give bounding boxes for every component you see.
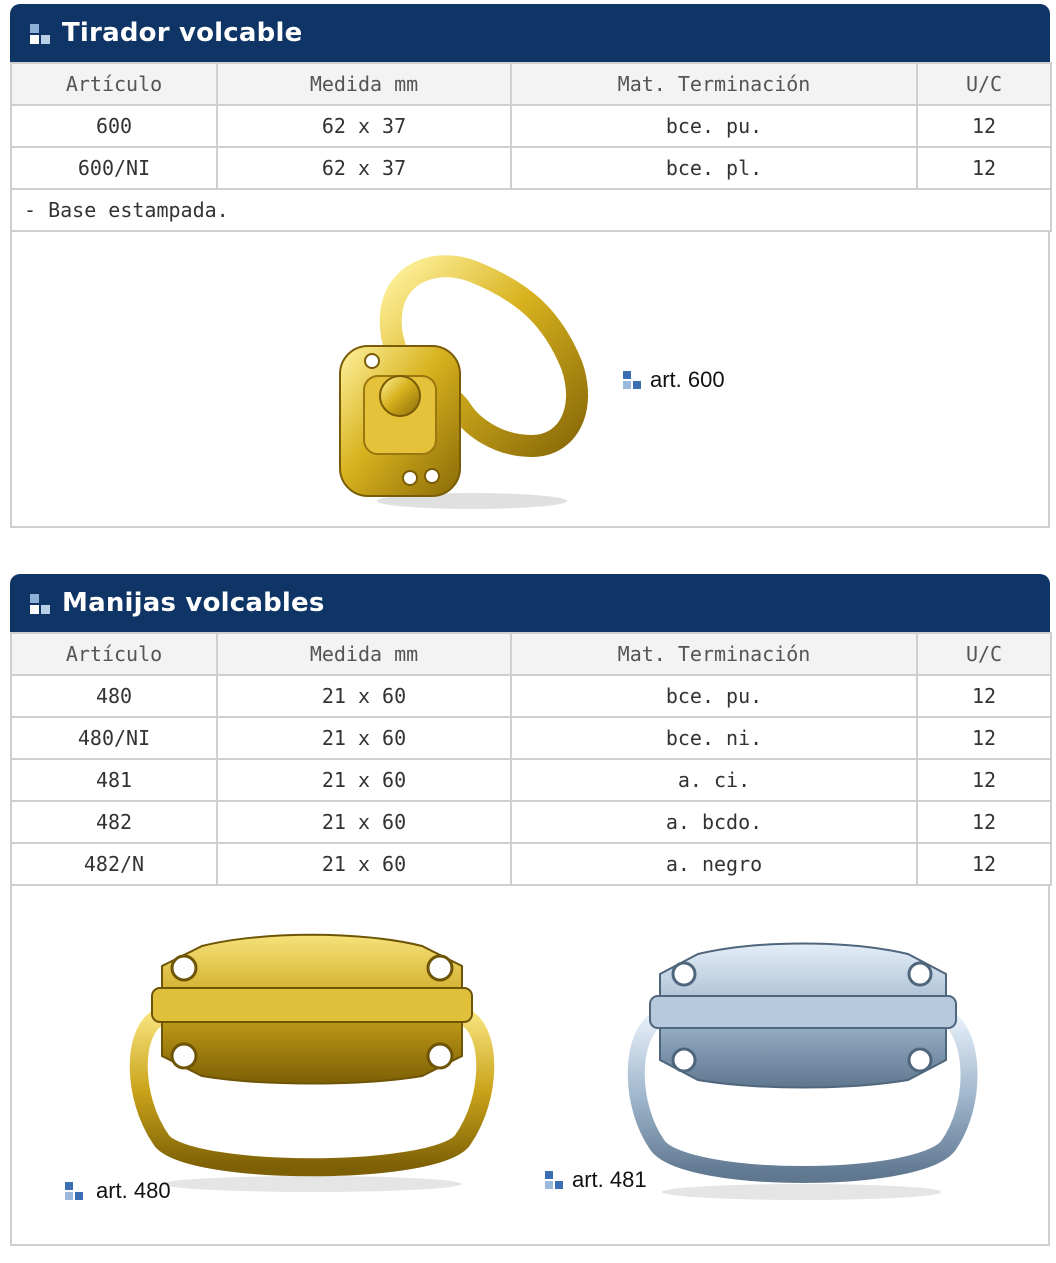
cell-uc: 12 — [917, 717, 1051, 759]
table-row — [11, 105, 1051, 147]
section-header — [10, 574, 1050, 632]
image-caption — [64, 1178, 171, 1204]
note-row — [11, 189, 1051, 231]
column-header: Artículo — [11, 63, 217, 105]
cell-articulo: 600 — [11, 105, 217, 147]
section-manijas-volcables — [10, 574, 1050, 1246]
cell-uc: 12 — [917, 801, 1051, 843]
cell-terminacion: bce. pu. — [511, 675, 917, 717]
cell-terminacion: a. negro — [511, 843, 917, 885]
cell-medida: 62 x 37 — [217, 105, 511, 147]
cell-articulo: 480/NI — [11, 717, 217, 759]
table-row — [11, 759, 1051, 801]
cell-terminacion: a. ci. — [511, 759, 917, 801]
column-header: U/C — [917, 63, 1051, 105]
table-row — [11, 675, 1051, 717]
product-image-area — [10, 232, 1050, 528]
product-photo-480 — [122, 926, 502, 1196]
section-header — [10, 4, 1050, 62]
cell-uc: 12 — [917, 147, 1051, 189]
cell-terminacion: bce. ni. — [511, 717, 917, 759]
column-header: Medida mm — [217, 63, 511, 105]
cell-articulo: 481 — [11, 759, 217, 801]
cell-medida: 21 x 60 — [217, 801, 511, 843]
table-row — [11, 147, 1051, 189]
cell-articulo: 482 — [11, 801, 217, 843]
section-title: Manijas volcables — [62, 588, 325, 618]
table-header-row — [11, 633, 1051, 675]
column-header: Artículo — [11, 633, 217, 675]
section-tirador-volcable — [10, 4, 1050, 528]
product-table — [10, 62, 1052, 232]
image-caption — [544, 1167, 647, 1193]
cell-articulo: 600/NI — [11, 147, 217, 189]
squares-icon — [28, 591, 52, 615]
table-row — [11, 717, 1051, 759]
note-text: - Base estampada. — [11, 189, 1051, 231]
section-title: Tirador volcable — [62, 18, 303, 48]
column-header: Medida mm — [217, 633, 511, 675]
squares-icon — [64, 1180, 86, 1202]
cell-uc: 12 — [917, 675, 1051, 717]
product-image-area — [10, 886, 1050, 1246]
column-header: Mat. Terminación — [511, 633, 917, 675]
cell-uc: 12 — [917, 105, 1051, 147]
product-table — [10, 632, 1052, 886]
cell-articulo: 482/N — [11, 843, 217, 885]
caption-text: art. 481 — [572, 1167, 647, 1192]
caption-text: art. 600 — [650, 367, 725, 392]
cell-terminacion: a. bcdo. — [511, 801, 917, 843]
cell-medida: 21 x 60 — [217, 717, 511, 759]
product-photo-600 — [322, 246, 592, 516]
cell-uc: 12 — [917, 843, 1051, 885]
cell-medida: 21 x 60 — [217, 759, 511, 801]
squares-icon — [28, 21, 52, 45]
cell-terminacion: bce. pu. — [511, 105, 917, 147]
cell-medida: 21 x 60 — [217, 675, 511, 717]
cell-medida: 62 x 37 — [217, 147, 511, 189]
squares-icon — [544, 1169, 566, 1191]
table-header-row — [11, 63, 1051, 105]
caption-text: art. 480 — [96, 1178, 171, 1203]
column-header: U/C — [917, 633, 1051, 675]
cell-articulo: 480 — [11, 675, 217, 717]
cell-medida: 21 x 60 — [217, 843, 511, 885]
cell-terminacion: bce. pl. — [511, 147, 917, 189]
image-caption — [622, 367, 725, 393]
table-row — [11, 843, 1051, 885]
product-photo-481 — [622, 934, 982, 1204]
table-row — [11, 801, 1051, 843]
cell-uc: 12 — [917, 759, 1051, 801]
column-header: Mat. Terminación — [511, 63, 917, 105]
squares-icon — [622, 369, 644, 391]
